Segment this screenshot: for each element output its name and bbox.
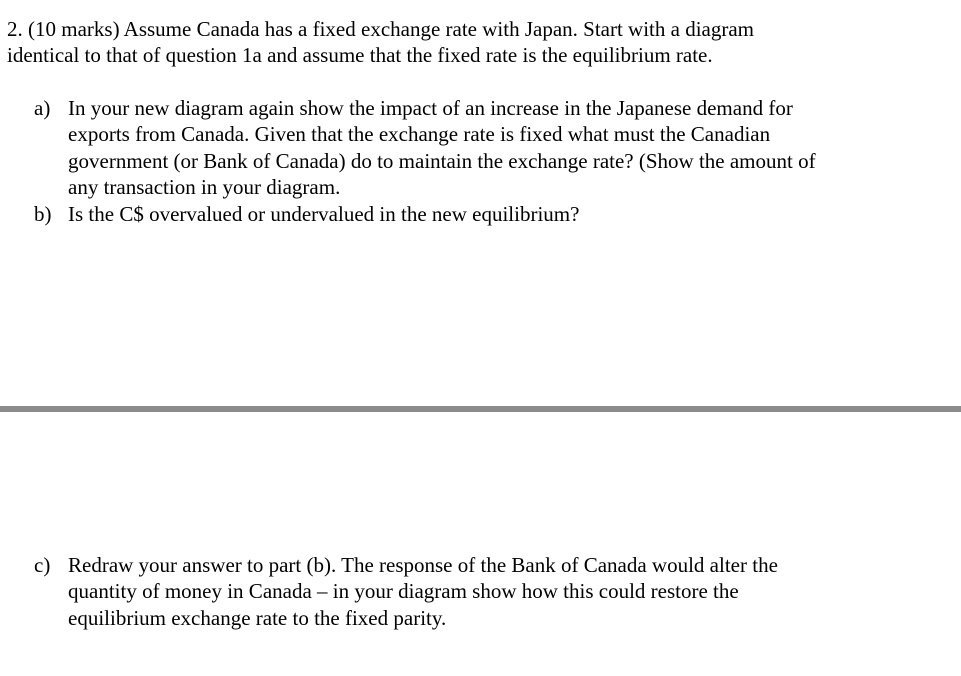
part-c-line: Redraw your answer to part (b). The response of the Bank of Canada would alter the (68, 553, 778, 577)
part-c-line: equilibrium exchange rate to the fixed parity. (68, 606, 447, 630)
part-a-line: any transaction in your diagram. (68, 175, 341, 199)
question-line: 2. (10 marks) Assume Canada has a fixed exchange rate with Japan. Start with a diagram (7, 17, 755, 41)
part-b-label: b) (34, 202, 52, 226)
part-a-line: exports from Canada. Given that the exchange rate is fixed what must the Canadian (68, 122, 771, 146)
part-c-line: quantity of money in Canada – in your diagram show how this could restore the (68, 579, 739, 603)
question-line: identical to that of question 1a and assume that the fixed rate is the equilibrium rate. (7, 43, 713, 67)
part-c-label: c) (34, 553, 51, 577)
section-divider (0, 406, 961, 412)
part-a-label: a) (34, 96, 51, 120)
part-b-line: Is the C$ overvalued or undervalued in the new equilibrium? (68, 202, 580, 226)
part-a-line: In your new diagram again show the impact of an increase in the Japanese demand for (68, 96, 793, 120)
part-a-line: government (or Bank of Canada) do to maintain the exchange rate? (Show the amount of (68, 149, 816, 173)
